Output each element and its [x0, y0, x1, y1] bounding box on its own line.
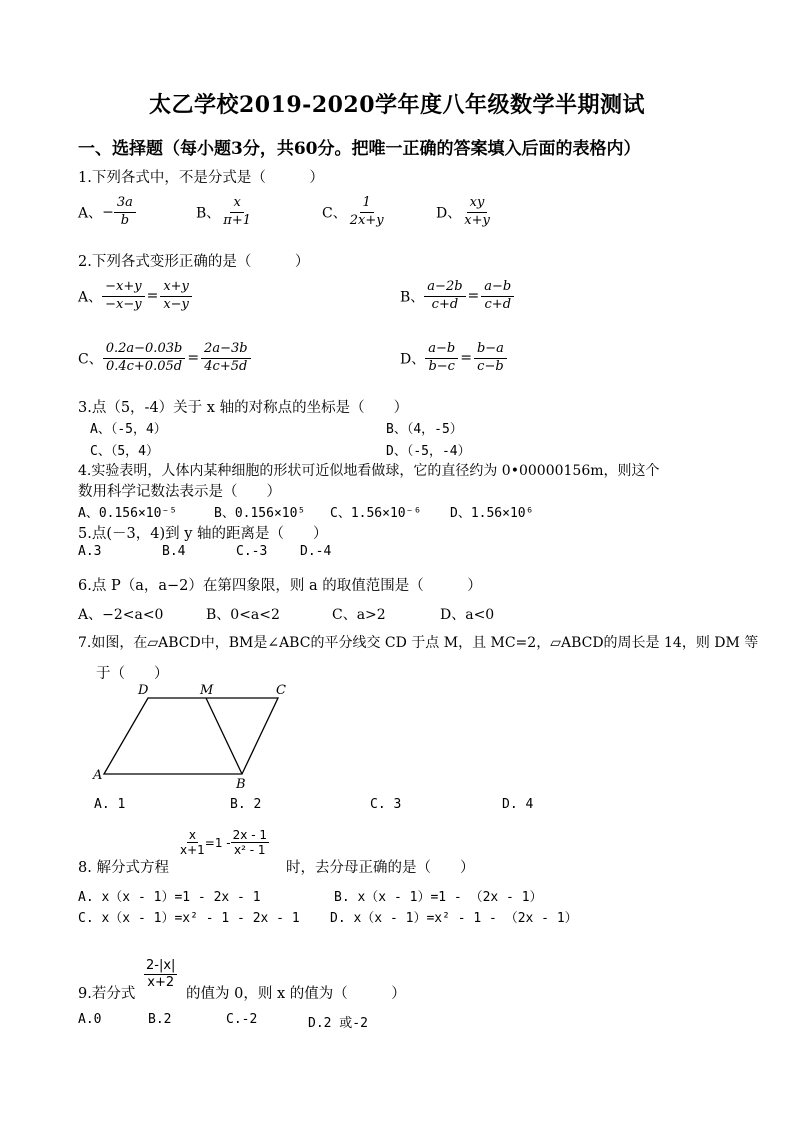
question-1-option-c[interactable] — [322, 196, 387, 229]
numerator: a−b — [425, 342, 458, 359]
fraction — [425, 342, 458, 375]
fraction — [424, 280, 465, 313]
option-label: C、 — [78, 351, 103, 368]
fraction — [474, 342, 507, 375]
denominator: c−b — [477, 358, 504, 374]
question-9-option-c[interactable]: C.-2 — [226, 1012, 258, 1027]
numerator: 2a−3b — [201, 342, 251, 359]
question-8-option-a[interactable]: A. x（x - 1）=1 - 2x - 1 — [78, 890, 261, 905]
option-label: B、 — [196, 205, 221, 222]
equals-sign: = — [187, 350, 200, 367]
section-heading: 一、选择题（每小题3分，共60分。把唯一正确的答案填入后面的表格内） — [78, 139, 641, 159]
denominator: x+1 — [180, 843, 205, 858]
question-3-option-a[interactable]: A、（-5，4） — [90, 422, 167, 437]
question-7-option-c[interactable]: C. 3 — [370, 797, 402, 812]
question-2-option-c[interactable] — [78, 342, 251, 375]
numerator: x — [230, 196, 243, 213]
question-5-option-c[interactable]: C.-3 — [236, 544, 268, 559]
parallelogram-figure — [88, 682, 308, 794]
question-8-option-c[interactable]: C. x（x - 1）=x² - 1 - 2x - 1 — [78, 911, 300, 926]
question-7-option-a[interactable]: A. 1 — [94, 797, 126, 812]
question-9-option-d[interactable]: D.2 或-2 — [308, 1016, 368, 1031]
fraction — [144, 958, 177, 990]
question-2-option-a[interactable] — [78, 280, 192, 313]
option-label: D、 — [400, 351, 426, 368]
segment-bm — [206, 698, 242, 774]
label-m: M — [200, 683, 214, 698]
minus-sign: − — [102, 204, 114, 221]
numerator: x+y — [160, 280, 192, 297]
numerator: 3a — [114, 196, 136, 213]
denominator: x+y — [464, 212, 490, 228]
parallelogram-abcd — [104, 698, 278, 774]
fraction — [461, 196, 493, 229]
numerator: 0.2a−0.03b — [103, 342, 186, 359]
numerator: 1 — [360, 196, 374, 213]
fraction — [114, 196, 136, 229]
numerator: b−a — [474, 342, 507, 359]
fraction — [201, 342, 251, 375]
denominator: x+2 — [147, 974, 175, 990]
denominator: c+d — [431, 296, 459, 312]
question-4-stem-line2: 数用科学记数法表示是（ ） — [78, 484, 281, 500]
numerator: 2-|x| — [146, 958, 176, 973]
option-label: D、 — [436, 205, 462, 222]
question-9-option-b[interactable]: B.2 — [148, 1012, 172, 1027]
denominator: x² - 1 — [234, 843, 266, 858]
equals-sign: = — [146, 288, 159, 305]
question-1-option-a[interactable] — [78, 196, 136, 229]
question-7-option-b[interactable]: B. 2 — [230, 797, 262, 812]
fraction — [347, 196, 387, 229]
question-4-stem-line1: 4.实验表明，人体内某种细胞的形状可近似地看做球，它的直径约为 0•00000156m，则这个 — [78, 463, 660, 479]
option-label: B、 — [400, 289, 425, 306]
option-label: C、 — [322, 205, 347, 222]
denominator: x−y — [163, 296, 189, 312]
label-c: C — [276, 683, 286, 698]
question-4-option-d[interactable]: D、1.56×10⁶ — [450, 506, 534, 521]
fraction — [481, 280, 514, 313]
label-d: D — [138, 683, 149, 698]
fraction — [231, 828, 269, 858]
question-1-option-d[interactable] — [436, 196, 493, 229]
question-8-equation — [180, 828, 269, 858]
question-1-option-b[interactable] — [196, 196, 254, 229]
question-1-stem: 1.下列各式中，不是分式是（ ） — [78, 170, 324, 186]
page-title: 太乙学校2019-2020学年度八年级数学半期测试 — [148, 92, 646, 118]
question-8-option-d[interactable]: D. x（x - 1）=x² - 1 - （2x - 1） — [330, 911, 578, 926]
fraction — [160, 280, 192, 313]
question-5-option-b[interactable]: B.4 — [162, 544, 186, 559]
question-2-option-d[interactable] — [400, 342, 507, 375]
question-7-stem-line1: 7.如图，在▱ABCD中，BM是∠ABC的平分线交 CD 于点 M，且 MC=2，▱ABCD的周长是 14，则 DM 等 — [78, 635, 759, 651]
question-6-option-b[interactable]: B、0<a<2 — [206, 607, 280, 623]
question-6-option-c[interactable]: C、a>2 — [332, 607, 386, 623]
denominator: 4c+5d — [204, 358, 248, 374]
question-9-fraction — [144, 954, 177, 990]
question-8-stem-prefix: 8. 解分式方程 — [78, 860, 169, 876]
denominator: 2x+y — [349, 212, 384, 228]
fraction — [102, 280, 144, 313]
equals-sign: = — [467, 288, 480, 305]
question-3-option-d[interactable]: D、（-5，-4） — [386, 444, 471, 459]
denominator: b−c — [428, 358, 455, 374]
label-b: B — [236, 777, 246, 792]
denominator: c+d — [484, 296, 512, 312]
question-6-stem: 6.点 P（a，a−2）在第四象限，则 a 的取值范围是（ ） — [78, 578, 482, 594]
question-7-stem-line2: 于（ ） — [96, 666, 169, 682]
question-3-stem: 3.点（5，-4）关于 x 轴的对称点的坐标是（ ） — [78, 400, 409, 416]
question-6-option-a[interactable]: A、−2<a<0 — [78, 607, 164, 623]
question-5-option-a[interactable]: A.3 — [78, 544, 102, 559]
question-4-option-a[interactable]: A、0.156×10⁻⁵ — [78, 506, 178, 521]
fraction — [103, 342, 186, 375]
denominator: 0.4c+0.05d — [105, 358, 183, 374]
question-6-option-d[interactable]: D、a<0 — [440, 607, 495, 623]
equals-sign: = — [460, 350, 472, 367]
numerator: −x+y — [102, 280, 144, 297]
numerator: a−2b — [424, 280, 465, 297]
question-4-option-b[interactable]: B、0.156×10⁵ — [214, 506, 306, 521]
numerator: 2x - 1 — [232, 828, 267, 842]
question-5-option-d[interactable]: D.-4 — [300, 544, 332, 559]
denominator: −x−y — [105, 296, 142, 312]
question-9-stem-prefix: 9.若分式 — [78, 986, 136, 1002]
question-3-option-b[interactable]: B、（4，-5） — [386, 422, 463, 437]
question-7-option-d[interactable]: D. 4 — [502, 797, 534, 812]
numerator: a−b — [481, 280, 514, 297]
numerator: x — [188, 828, 196, 842]
equation-middle: =1 - — [204, 835, 231, 850]
question-2-option-b[interactable] — [400, 280, 514, 313]
option-label: A、 — [78, 205, 103, 222]
question-9-option-a[interactable]: A.0 — [78, 1012, 102, 1027]
question-8-stem-suffix: 时，去分母正确的是（ ） — [286, 860, 475, 876]
option-label: A、 — [78, 289, 103, 306]
denominator: π+1 — [223, 212, 252, 228]
denominator: b — [120, 212, 130, 228]
question-5-stem: 5.点(－3，4)到 y 轴的距离是（ ） — [78, 526, 328, 542]
fraction — [180, 828, 205, 858]
numerator: xy — [467, 196, 488, 213]
question-2-stem: 2.下列各式变形正确的是（ ） — [78, 254, 310, 270]
label-a: A — [93, 768, 103, 783]
question-3-option-c[interactable]: C、（5，4） — [90, 444, 159, 459]
fraction — [220, 196, 254, 229]
question-4-option-c[interactable]: C、1.56×10⁻⁶ — [330, 506, 422, 521]
question-8-option-b[interactable]: B. x（x - 1）=1 - （2x - 1） — [334, 890, 543, 905]
question-9-stem-suffix: 的值为 0，则 x 的值为（ ） — [186, 986, 406, 1002]
